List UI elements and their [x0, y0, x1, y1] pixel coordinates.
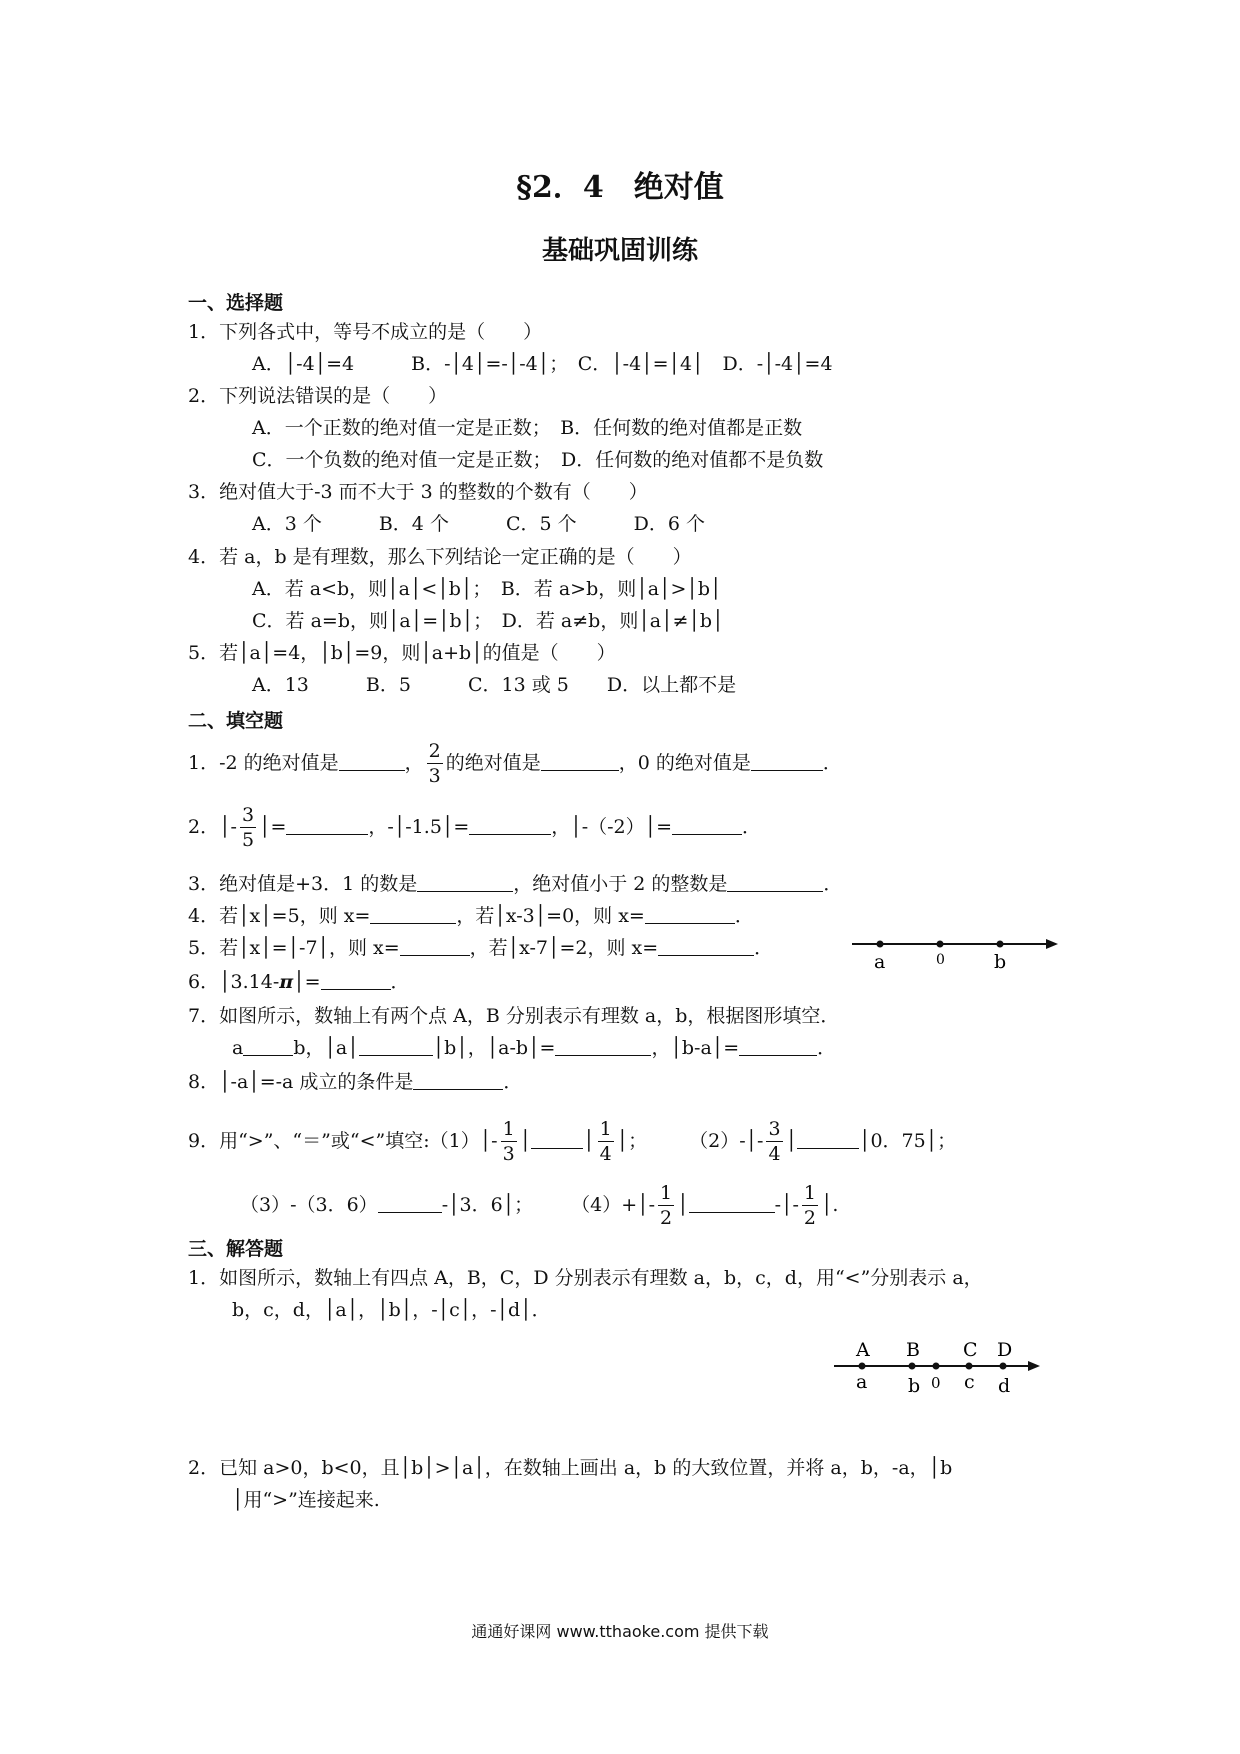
answer-blank[interactable]: [339, 752, 405, 771]
denominator: 4: [768, 1143, 781, 1165]
text: ．: [823, 873, 843, 895]
point-a: [877, 941, 884, 948]
fill-question-2: [188, 806, 761, 850]
text: ，│b-a│=: [651, 1037, 740, 1059]
text: ．: [817, 1037, 837, 1059]
fill-question-3: [188, 872, 842, 896]
denominator: 2: [803, 1207, 816, 1229]
text: 9．用“>”、“＝”或“<”填空:（1）│-: [188, 1130, 498, 1152]
label-b: b: [908, 1375, 921, 1397]
text: （2）-│-: [689, 1130, 764, 1152]
numerator: 3: [768, 1118, 781, 1140]
answer-question-2: 2．已知 a>0，b<0，且│b│>│a│，在数轴上画出 a，b 的大致位置，并将 a，b，-a，│b: [188, 1457, 953, 1479]
fraction: [501, 1120, 517, 1164]
text: ，绝对值小于 2 的整数是: [513, 873, 728, 895]
number-line-ab: [850, 930, 1060, 974]
text: ．: [503, 1071, 523, 1093]
text: ，: [404, 752, 424, 774]
answer-blank[interactable]: [359, 1037, 433, 1056]
text: -│3．6│；: [441, 1194, 534, 1216]
axis-arrow: [1028, 1361, 1040, 1371]
answer-blank[interactable]: [469, 816, 551, 835]
text: │b│，│a-b│=: [432, 1037, 556, 1059]
answer-blank[interactable]: [417, 873, 513, 892]
answer-blank[interactable]: [243, 1037, 293, 1056]
answer-blank[interactable]: [739, 1037, 817, 1056]
text: b，│a│: [293, 1037, 359, 1059]
question-4: 4．若 a，b 是有理数，那么下列结论一定正确的是（ ）: [188, 546, 692, 568]
fill-question-4: [188, 904, 754, 928]
denominator: 2: [660, 1207, 673, 1229]
answer-blank[interactable]: [751, 752, 823, 771]
fraction: [240, 806, 256, 850]
text: -│-: [774, 1194, 799, 1216]
axis-arrow: [1046, 939, 1058, 949]
text: ，│-（-2）│=: [551, 816, 672, 838]
point-b: [909, 1363, 916, 1370]
label-C: C: [963, 1339, 978, 1361]
answer-blank[interactable]: [321, 971, 391, 990]
text: │: [583, 1130, 595, 1152]
fraction: [427, 742, 443, 786]
numerator: 1: [599, 1118, 612, 1140]
answer-blank[interactable]: [286, 816, 368, 835]
numerator: 1: [660, 1182, 673, 1204]
numerator: 1: [803, 1182, 816, 1204]
text: ．: [754, 937, 774, 959]
fill-question-9: [188, 1120, 956, 1164]
question-3: 3．绝对值大于-3 而不大于 3 的整数的个数有（ ）: [188, 481, 648, 503]
fraction: [766, 1120, 782, 1164]
number-line-abcd: [832, 1336, 1044, 1398]
text: （4）+│-: [571, 1194, 656, 1216]
text: ．: [822, 752, 842, 774]
text: │0．75│；: [859, 1130, 957, 1152]
fill-question-9-part2: [240, 1184, 838, 1228]
answer-blank[interactable]: [727, 873, 823, 892]
fill-question-6: [188, 970, 410, 994]
text: 5．若│x│=│-7│，则 x=: [188, 937, 400, 959]
question-1-options: A．│-4│=4 B．-│4│=-│-4│； C．│-4│=│4│ D．-│-4│=4: [252, 353, 833, 375]
text: 2．│-: [188, 816, 237, 838]
text: │=: [259, 816, 287, 838]
text: │: [785, 1130, 798, 1152]
section-multiple-choice: 一、选择题: [188, 292, 284, 314]
text: 3．绝对值是+3．1 的数是: [188, 873, 418, 895]
fill-question-1: [188, 742, 842, 786]
text: 8．│-a│=-a 成立的条件是: [188, 1071, 414, 1093]
question-4-options-ab: A．若 a<b，则│a│<│b│； B．若 a>b，则│a│>│b│: [252, 578, 722, 600]
label-D: D: [997, 1339, 1013, 1361]
denominator: 3: [428, 765, 441, 787]
label-b: b: [994, 951, 1007, 973]
fill-question-8: [188, 1070, 522, 1094]
answer-blank[interactable]: [370, 905, 456, 924]
page-title: §2．4 绝对值: [516, 170, 724, 205]
answer-blank[interactable]: [541, 752, 619, 771]
text: ．: [742, 816, 762, 838]
page-footer: 通通好课网 www.tthaoke.com 提供下载: [471, 1622, 769, 1641]
text: │；: [616, 1130, 648, 1152]
text: │: [677, 1194, 689, 1216]
text: ．: [734, 905, 754, 927]
answer-question-2-line2: │用“>”连接起来.: [232, 1489, 380, 1511]
numerator: 2: [428, 740, 441, 762]
question-2-options-ab: A．一个正数的绝对值一定是正数； B．任何数的绝对值都是正数: [252, 417, 803, 439]
denominator: 3: [502, 1143, 515, 1165]
text: 6．│3.14-: [188, 971, 280, 993]
fraction: [802, 1184, 818, 1228]
text: 的绝对值是: [445, 752, 541, 774]
question-2: 2．下列说法错误的是（ ）: [188, 385, 448, 407]
answer-blank[interactable]: [378, 1194, 442, 1213]
pi-symbol: π: [279, 971, 294, 993]
denominator: 4: [599, 1143, 612, 1165]
answer-blank[interactable]: [672, 816, 742, 835]
question-1: 1．下列各式中，等号不成立的是（ ）: [188, 321, 543, 343]
fraction: [658, 1184, 674, 1228]
answer-question-1-line2: b，c，d，│a│，│b│，-│c│，-│d│．: [232, 1299, 551, 1321]
page-subtitle: 基础巩固训练: [541, 236, 698, 266]
point-b: [997, 941, 1004, 948]
label-A: A: [856, 1339, 870, 1361]
answer-question-1: 1．如图所示，数轴上有四点 A，B，C，D 分别表示有理数 a，b，c，d，用“<”分别表示 a，: [188, 1267, 983, 1289]
question-5: 5．若│a│=4，│b│=9，则│a+b│的值是（ ）: [188, 642, 616, 664]
label-c: c: [964, 1371, 975, 1393]
answer-blank[interactable]: [531, 1130, 583, 1149]
label-B: B: [906, 1339, 920, 1361]
fill-question-7: 7．如图所示，数轴上有两个点 A，B 分别表示有理数 a，b，根据图形填空．: [188, 1005, 840, 1027]
section-answer-questions: 三、解答题: [188, 1238, 284, 1260]
answer-blank[interactable]: [689, 1194, 775, 1213]
question-4-options-cd: C．若 a=b，则│a│=│b│； D．若 a≠b，则│a│≠│b│: [252, 610, 724, 632]
label-d: d: [998, 1375, 1011, 1397]
point-origin: [937, 941, 944, 948]
question-3-options: A．3 个 B．4 个 C．5 个 D．6 个: [252, 513, 705, 535]
numerator: 3: [241, 804, 255, 826]
label-a: a: [874, 951, 886, 973]
text: │: [519, 1130, 532, 1152]
fraction: [598, 1120, 614, 1164]
fill-question-5: [188, 936, 773, 960]
answer-blank[interactable]: [645, 905, 735, 924]
question-5-options: A．13 B．5 C．13 或 5 D．以上都不是: [252, 674, 737, 696]
answer-blank[interactable]: [797, 1130, 859, 1149]
section-fill-blank: 二、填空题: [188, 710, 284, 732]
text: ，-│-1.5│=: [368, 816, 470, 838]
numerator: 1: [502, 1118, 515, 1140]
text: │.: [820, 1194, 839, 1216]
answer-blank[interactable]: [413, 1071, 503, 1090]
text: ．: [390, 971, 410, 993]
label-a: a: [856, 1371, 868, 1393]
fill-question-7-blanks: [232, 1036, 836, 1060]
denominator: 5: [241, 829, 255, 851]
text: │=: [293, 971, 321, 993]
point-origin: [933, 1363, 940, 1370]
label-zero: 0: [936, 952, 945, 968]
point-d: [1000, 1363, 1007, 1370]
text: （3）-（3．6）: [240, 1194, 378, 1216]
text: a: [232, 1037, 244, 1059]
text: ，若│x-3│=0，则 x=: [456, 905, 645, 927]
answer-blank[interactable]: [658, 937, 754, 956]
answer-blank[interactable]: [400, 937, 470, 956]
answer-blank[interactable]: [555, 1037, 651, 1056]
label-zero: 0: [931, 1374, 941, 1392]
question-2-options-cd: C．一个负数的绝对值一定是正数； D．任何数的绝对值都不是负数: [252, 449, 824, 471]
text: ，0 的绝对值是: [618, 752, 751, 774]
text: 4．若│x│=5，则 x=: [188, 905, 371, 927]
text: ，若│x-7│=2，则 x=: [469, 937, 659, 959]
point-c: [966, 1363, 973, 1370]
text: 1．-2 的绝对值是: [188, 752, 339, 774]
point-a: [859, 1363, 866, 1370]
